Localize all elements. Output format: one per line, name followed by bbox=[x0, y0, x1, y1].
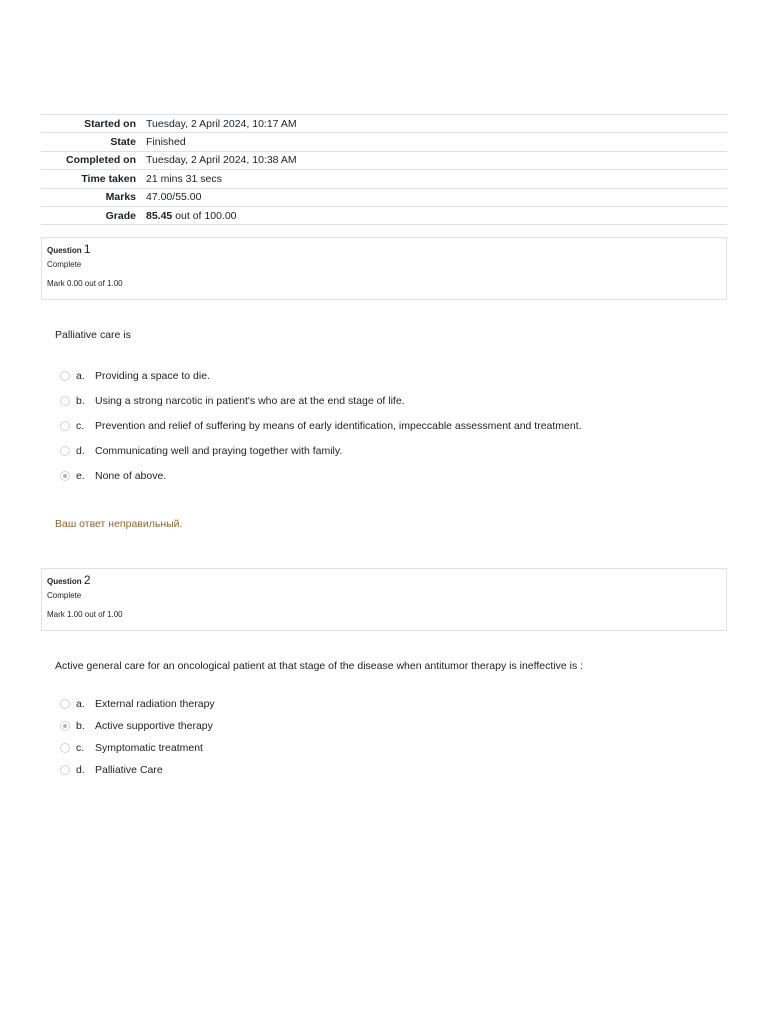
radio-button[interactable] bbox=[60, 699, 70, 709]
answer-option-d[interactable]: d. Palliative Care bbox=[60, 759, 215, 781]
question-2-answers bbox=[60, 693, 215, 781]
summary-row-completed-on bbox=[41, 151, 727, 169]
answer-option-b[interactable]: b. Using a strong narcotic in patient's who are at the end stage of life. bbox=[60, 388, 582, 413]
answer-text: Communicating well and praying together with family. bbox=[95, 444, 343, 457]
summary-label: Marks bbox=[105, 191, 136, 204]
summary-label: Time taken bbox=[81, 172, 136, 185]
answer-text: Symptomatic treatment bbox=[95, 742, 203, 754]
question-1-answers bbox=[60, 363, 582, 488]
question-1-feedback: Ваш ответ неправильный. bbox=[55, 518, 183, 530]
question-mark: Mark 0.00 out of 1.00 bbox=[47, 279, 123, 288]
question-2-info bbox=[41, 568, 727, 631]
summary-value: 21 mins 31 secs bbox=[146, 172, 222, 185]
grade-score: 85.45 bbox=[146, 209, 173, 222]
summary-row-started-on bbox=[41, 115, 727, 133]
question-state: Complete bbox=[47, 591, 82, 600]
answer-text: None of above. bbox=[95, 469, 167, 482]
radio-button-selected[interactable] bbox=[60, 721, 70, 731]
summary-row-state bbox=[41, 133, 727, 151]
summary-label: Grade bbox=[105, 209, 136, 222]
question-1-text: Palliative care is bbox=[55, 329, 131, 341]
summary-label: State bbox=[110, 136, 136, 149]
summary-value: Tuesday, 2 April 2024, 10:17 AM bbox=[146, 117, 297, 130]
radio-button-selected[interactable] bbox=[60, 471, 70, 481]
answer-text: Prevention and relief of suffering by means of early identification, impeccable assessment and treatment. bbox=[95, 419, 582, 432]
question-number: Question 2 bbox=[47, 573, 91, 587]
question-1-info bbox=[41, 237, 727, 300]
answer-text: Palliative Care bbox=[95, 764, 163, 776]
grade-out-of: out of 100.00 bbox=[172, 209, 237, 222]
answer-text: Using a strong narcotic in patient's who are at the end stage of life. bbox=[95, 394, 405, 407]
answer-option-c[interactable]: c. Prevention and relief of suffering by means of early identification, impeccable assessment and treatment. bbox=[60, 413, 582, 438]
radio-button[interactable] bbox=[60, 743, 70, 753]
summary-row-time-taken bbox=[41, 170, 727, 188]
question-mark: Mark 1.00 out of 1.00 bbox=[47, 610, 123, 619]
answer-text: External radiation therapy bbox=[95, 698, 215, 710]
answer-option-a[interactable]: a. Providing a space to die. bbox=[60, 363, 582, 388]
summary-row-marks bbox=[41, 188, 727, 206]
question-number: Question 1 bbox=[47, 242, 91, 256]
answer-text: Providing a space to die. bbox=[95, 369, 210, 382]
question-2-text: Active general care for an oncological patient at that stage of the disease when antitumor therapy is ineffective is : bbox=[55, 660, 584, 672]
answer-option-b[interactable]: b. Active supportive therapy bbox=[60, 715, 215, 737]
answer-option-c[interactable]: c. Symptomatic treatment bbox=[60, 737, 215, 759]
answer-option-d[interactable]: d. Communicating well and praying together with family. bbox=[60, 438, 582, 463]
question-state: Complete bbox=[47, 260, 82, 269]
answer-text: Active supportive therapy bbox=[95, 720, 213, 732]
radio-button[interactable] bbox=[60, 371, 70, 381]
summary-value: Finished bbox=[146, 136, 186, 149]
attempt-summary-table bbox=[41, 114, 727, 225]
answer-option-a[interactable]: a. External radiation therapy bbox=[60, 693, 215, 715]
answer-option-e[interactable]: e. None of above. bbox=[60, 463, 582, 488]
summary-label: Completed on bbox=[66, 154, 136, 167]
summary-label: Started on bbox=[84, 117, 136, 130]
summary-row-grade bbox=[41, 206, 727, 224]
summary-value: 47.00/55.00 bbox=[146, 191, 202, 204]
radio-button[interactable] bbox=[60, 446, 70, 456]
radio-button[interactable] bbox=[60, 421, 70, 431]
radio-button[interactable] bbox=[60, 396, 70, 406]
summary-value: Tuesday, 2 April 2024, 10:38 AM bbox=[146, 154, 297, 167]
summary-value bbox=[146, 206, 727, 224]
radio-button[interactable] bbox=[60, 765, 70, 775]
